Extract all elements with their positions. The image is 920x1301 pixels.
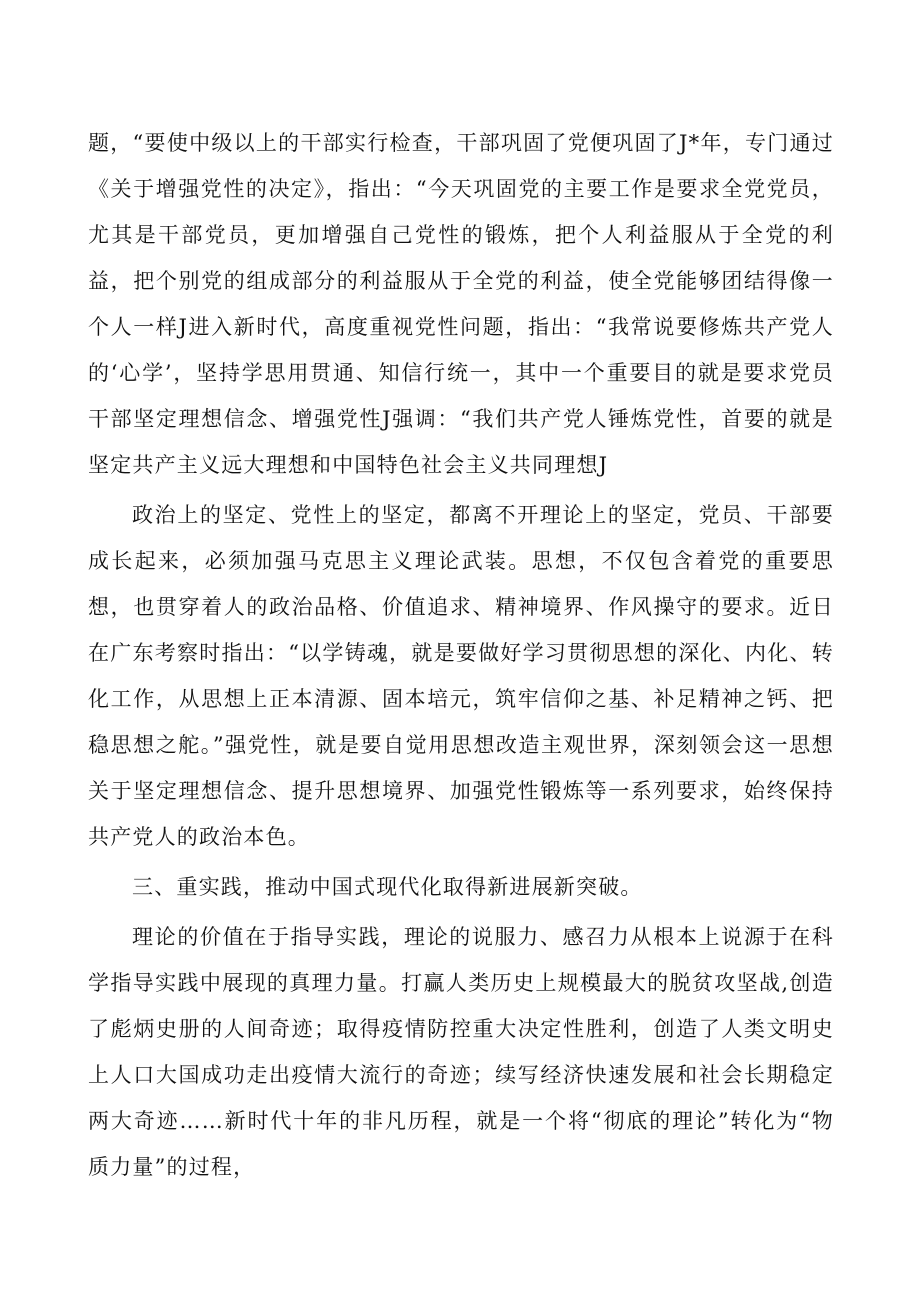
paragraph-4: 理论的价值在于指导实践，理论的说服力、感召力从根本上说源于在科学指导实践中展现的真理力量。打赢人类历史上规模最大的脱贫攻坚战,创造了彪炳史册的人间奇迹；取得疫情防控重大决定性胜利，创造了人类文明史上人口大国成功走出疫情大流行的奇迹；续写经济快速发展和社会长期稳定两大奇迹……新时代十年的非凡历程，就是一个将“彻底的理论”转化为“物质力量”的过程， xyxy=(88,925,834,1179)
section-heading-3: 三、重实践，推动中国式现代化取得新进展新突破。 xyxy=(132,875,643,899)
paragraph-1: 题，“要使中级以上的干部实行检查，干部巩固了党便巩固了J*年，专门通过《关于增强党性的决定》，指出：“今天巩固党的主要工作是要求全党党员，尤其是干部党员，更加增强自己党性的锻炼，把个人利益服从于全党的利益，把个别党的组成部分的利益服从于全党的利益，使全党能够团结得像一个人一样J进入新时代，高度重视党性问题，指出：“我常说要修炼共产党人的‘心学’，坚持学思用贯通、知信行统一，其中一个重要目的就是要求党员干部坚定理想信念、增强党性J强调：“我们共产党人锤炼党性，首要的就是坚定共产主义远大理想和中国特色社会主义共同理想J xyxy=(88,131,834,477)
paragraph-2: 政治上的坚定、党性上的坚定，都离不开理论上的坚定，党员、干部要成长起来，必须加强马克思主义理论武装。思想，不仅包含着党的重要思想，也贯穿着人的政治品格、价值追求、精神境界、作风操守的要求。近日在广东考察时指出：“以学铸魂，就是要做好学习贯彻思想的深化、内化、转化工作，从思想上正本清源、固本培元，筑牢信仰之基、补足精神之钙、把稳思想之舵。”强党性，就是要自觉用思想改造主观世界，深刻领会这一思想关于坚定理想信念、提升思想境界、加强党性锻炼等一系列要求，始终保持共产党人的政治本色。 xyxy=(88,503,834,849)
